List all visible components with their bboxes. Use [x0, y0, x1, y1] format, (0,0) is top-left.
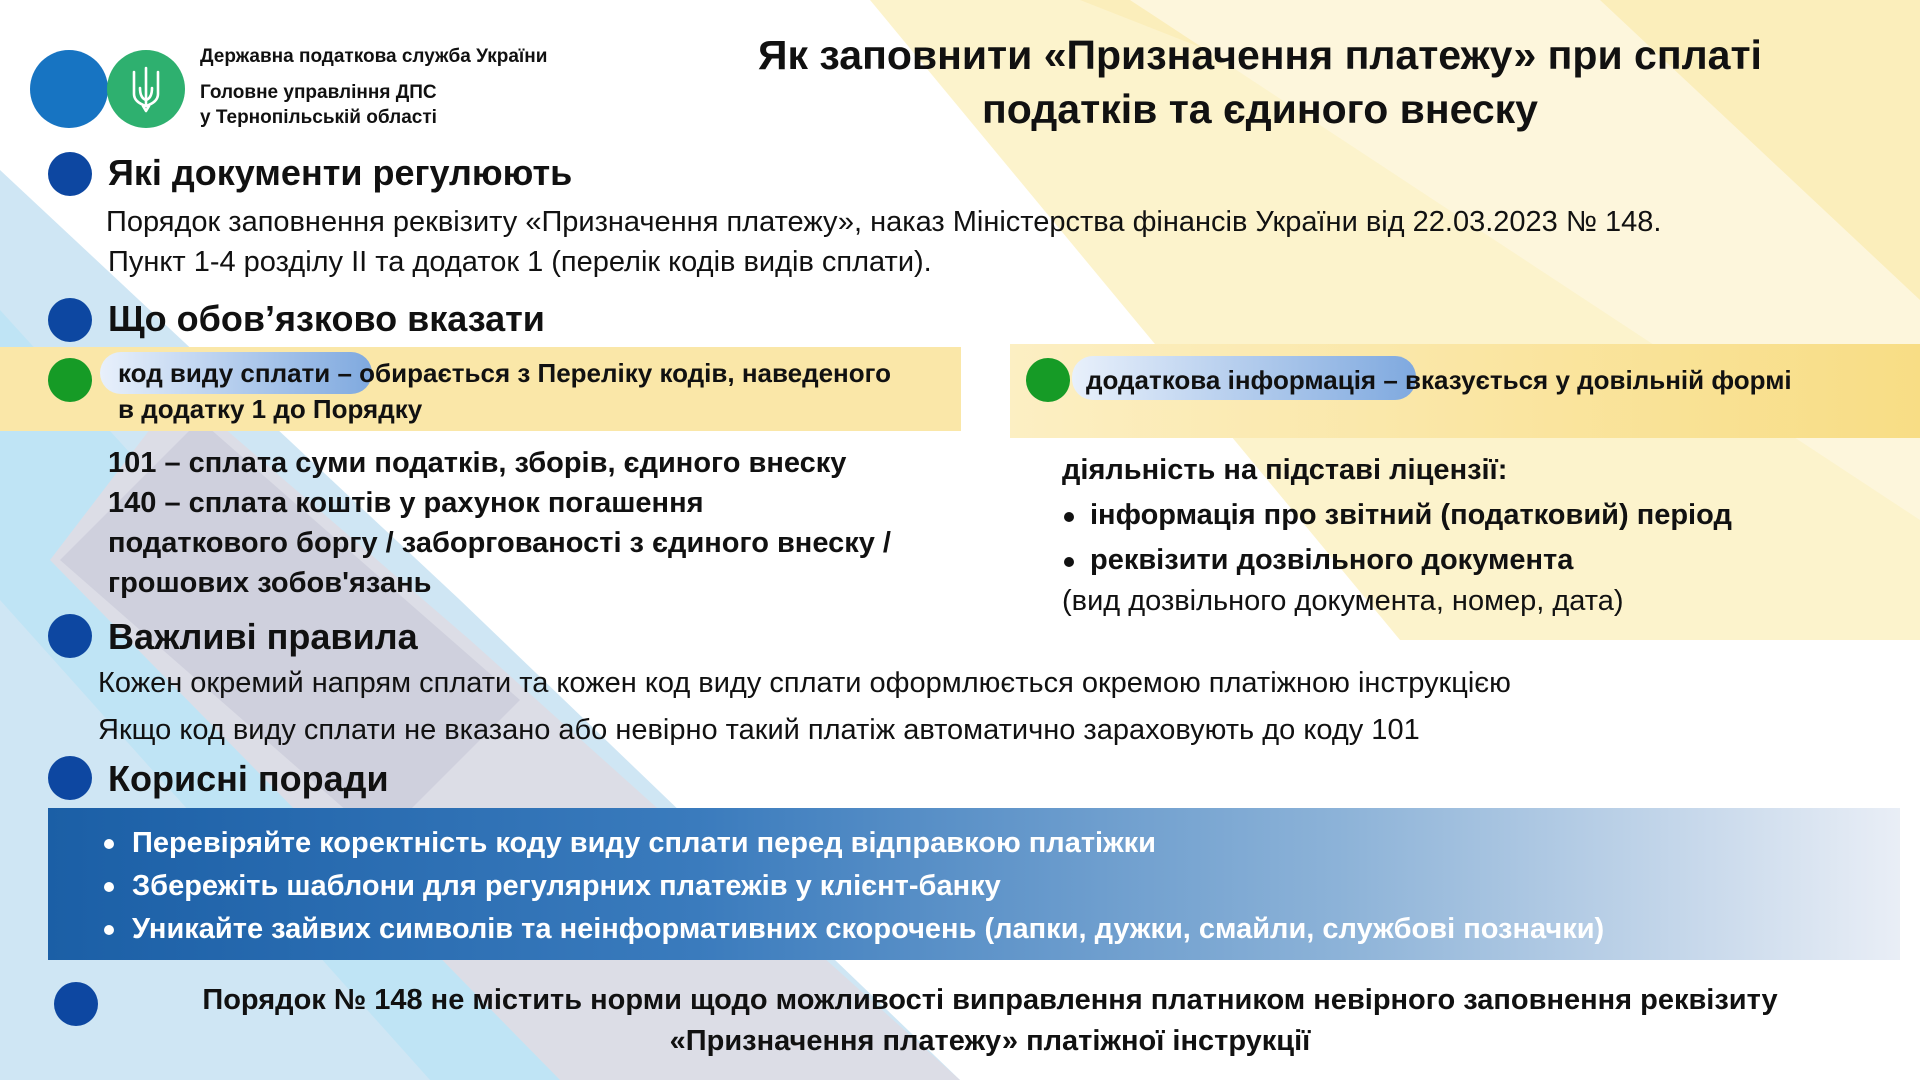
tip-item: Уникайте зайвих символів та неінформативних скорочень (лапки, дужки, смайли, службові позначки)	[104, 908, 1884, 951]
logo-blue-circle	[30, 50, 108, 128]
rules-line-1: Кожен окремий напрям сплати та кожен код виду сплати оформлюється окремою платіжною інструкцією	[98, 667, 1511, 699]
footer-line-1: Порядок № 148 не містить норми щодо можливості виправлення платником невірного заповнення реквізиту	[202, 984, 1778, 1016]
code-140-line-2: податкового боргу / заборгованості з єдиного внеску /	[108, 527, 891, 559]
license-info	[1062, 448, 1902, 619]
region-name	[200, 80, 437, 130]
section-bullet-icon	[48, 298, 92, 342]
logo-green-circle	[107, 50, 185, 128]
tips-list	[104, 822, 1884, 951]
payment-code-definition	[118, 355, 958, 427]
additional-info-desc: – вказується у довільній формі	[1376, 365, 1792, 395]
code-140-line-3: грошових зобов'язань	[108, 567, 432, 599]
region-line-1: Головне управління ДПС	[200, 82, 437, 103]
license-note: (вид дозвільного документа, номер, дата)	[1062, 585, 1624, 617]
section-bullet-icon	[54, 982, 98, 1026]
section-heading-documents: Які документи регулюють	[108, 152, 573, 193]
section-bullet-icon	[48, 756, 92, 800]
org-name: Державна податкова служба України	[200, 46, 548, 67]
section-bullet-icon	[48, 152, 92, 196]
section-bullet-icon	[48, 614, 92, 658]
payment-code-desc-1: обирається з Переліку кодів, наведеного	[351, 358, 891, 388]
additional-info-term: додаткова інформація	[1086, 365, 1377, 395]
payment-codes-list	[108, 443, 1008, 603]
green-bullet-icon	[48, 358, 92, 402]
payment-code-term: код виду сплати –	[118, 358, 352, 388]
tip-item: Збережіть шаблони для регулярних платежів у клієнт-банку	[104, 865, 1884, 908]
license-bullet-1: інформація про звітний (податковий) період	[1062, 493, 1902, 538]
section-heading-tips: Корисні поради	[108, 758, 389, 799]
license-heading: діяльність на підставі ліцензії:	[1062, 454, 1508, 486]
title-line-1: Як заповнити «Призначення платежу» при сплаті	[758, 32, 1762, 78]
additional-info-definition	[1086, 362, 1906, 398]
footer-line-2: «Призначення платежу» платіжної інструкції	[669, 1025, 1311, 1057]
rules-line-2: Якщо код виду сплати не вказано або невірно такий платіж автоматично зараховують до коду 101	[98, 714, 1420, 746]
green-bullet-icon	[1026, 358, 1070, 402]
region-line-2: у Тернопільській області	[200, 107, 437, 128]
code-140-line-1: 140 – сплата коштів у рахунок погашення	[108, 487, 704, 519]
trident-icon	[107, 50, 185, 128]
documents-line-1: Порядок заповнення реквізиту «Призначення платежу», наказ Міністерства фінансів України від 22.03.2023 № 148.	[106, 206, 1662, 238]
payment-code-desc-2: в додатку 1 до Порядку	[118, 394, 423, 424]
tip-item: Перевіряйте коректність коду виду сплати перед відправкою платіжки	[104, 822, 1884, 865]
license-bullet-2: реквізити дозвільного документа	[1062, 538, 1902, 583]
title-line-2: податків та єдиного внеску	[982, 86, 1538, 132]
section-heading-mandatory: Що обов’язково вказати	[108, 298, 545, 339]
section-heading-rules: Важливі правила	[108, 616, 418, 657]
code-101: 101 – сплата суми податків, зборів, єдиного внеску	[108, 447, 847, 479]
documents-line-2: Пункт 1-4 розділу ІІ та додаток 1 (перелік кодів видів сплати).	[108, 246, 932, 278]
footer-note	[110, 980, 1870, 1062]
page-title	[710, 28, 1810, 136]
